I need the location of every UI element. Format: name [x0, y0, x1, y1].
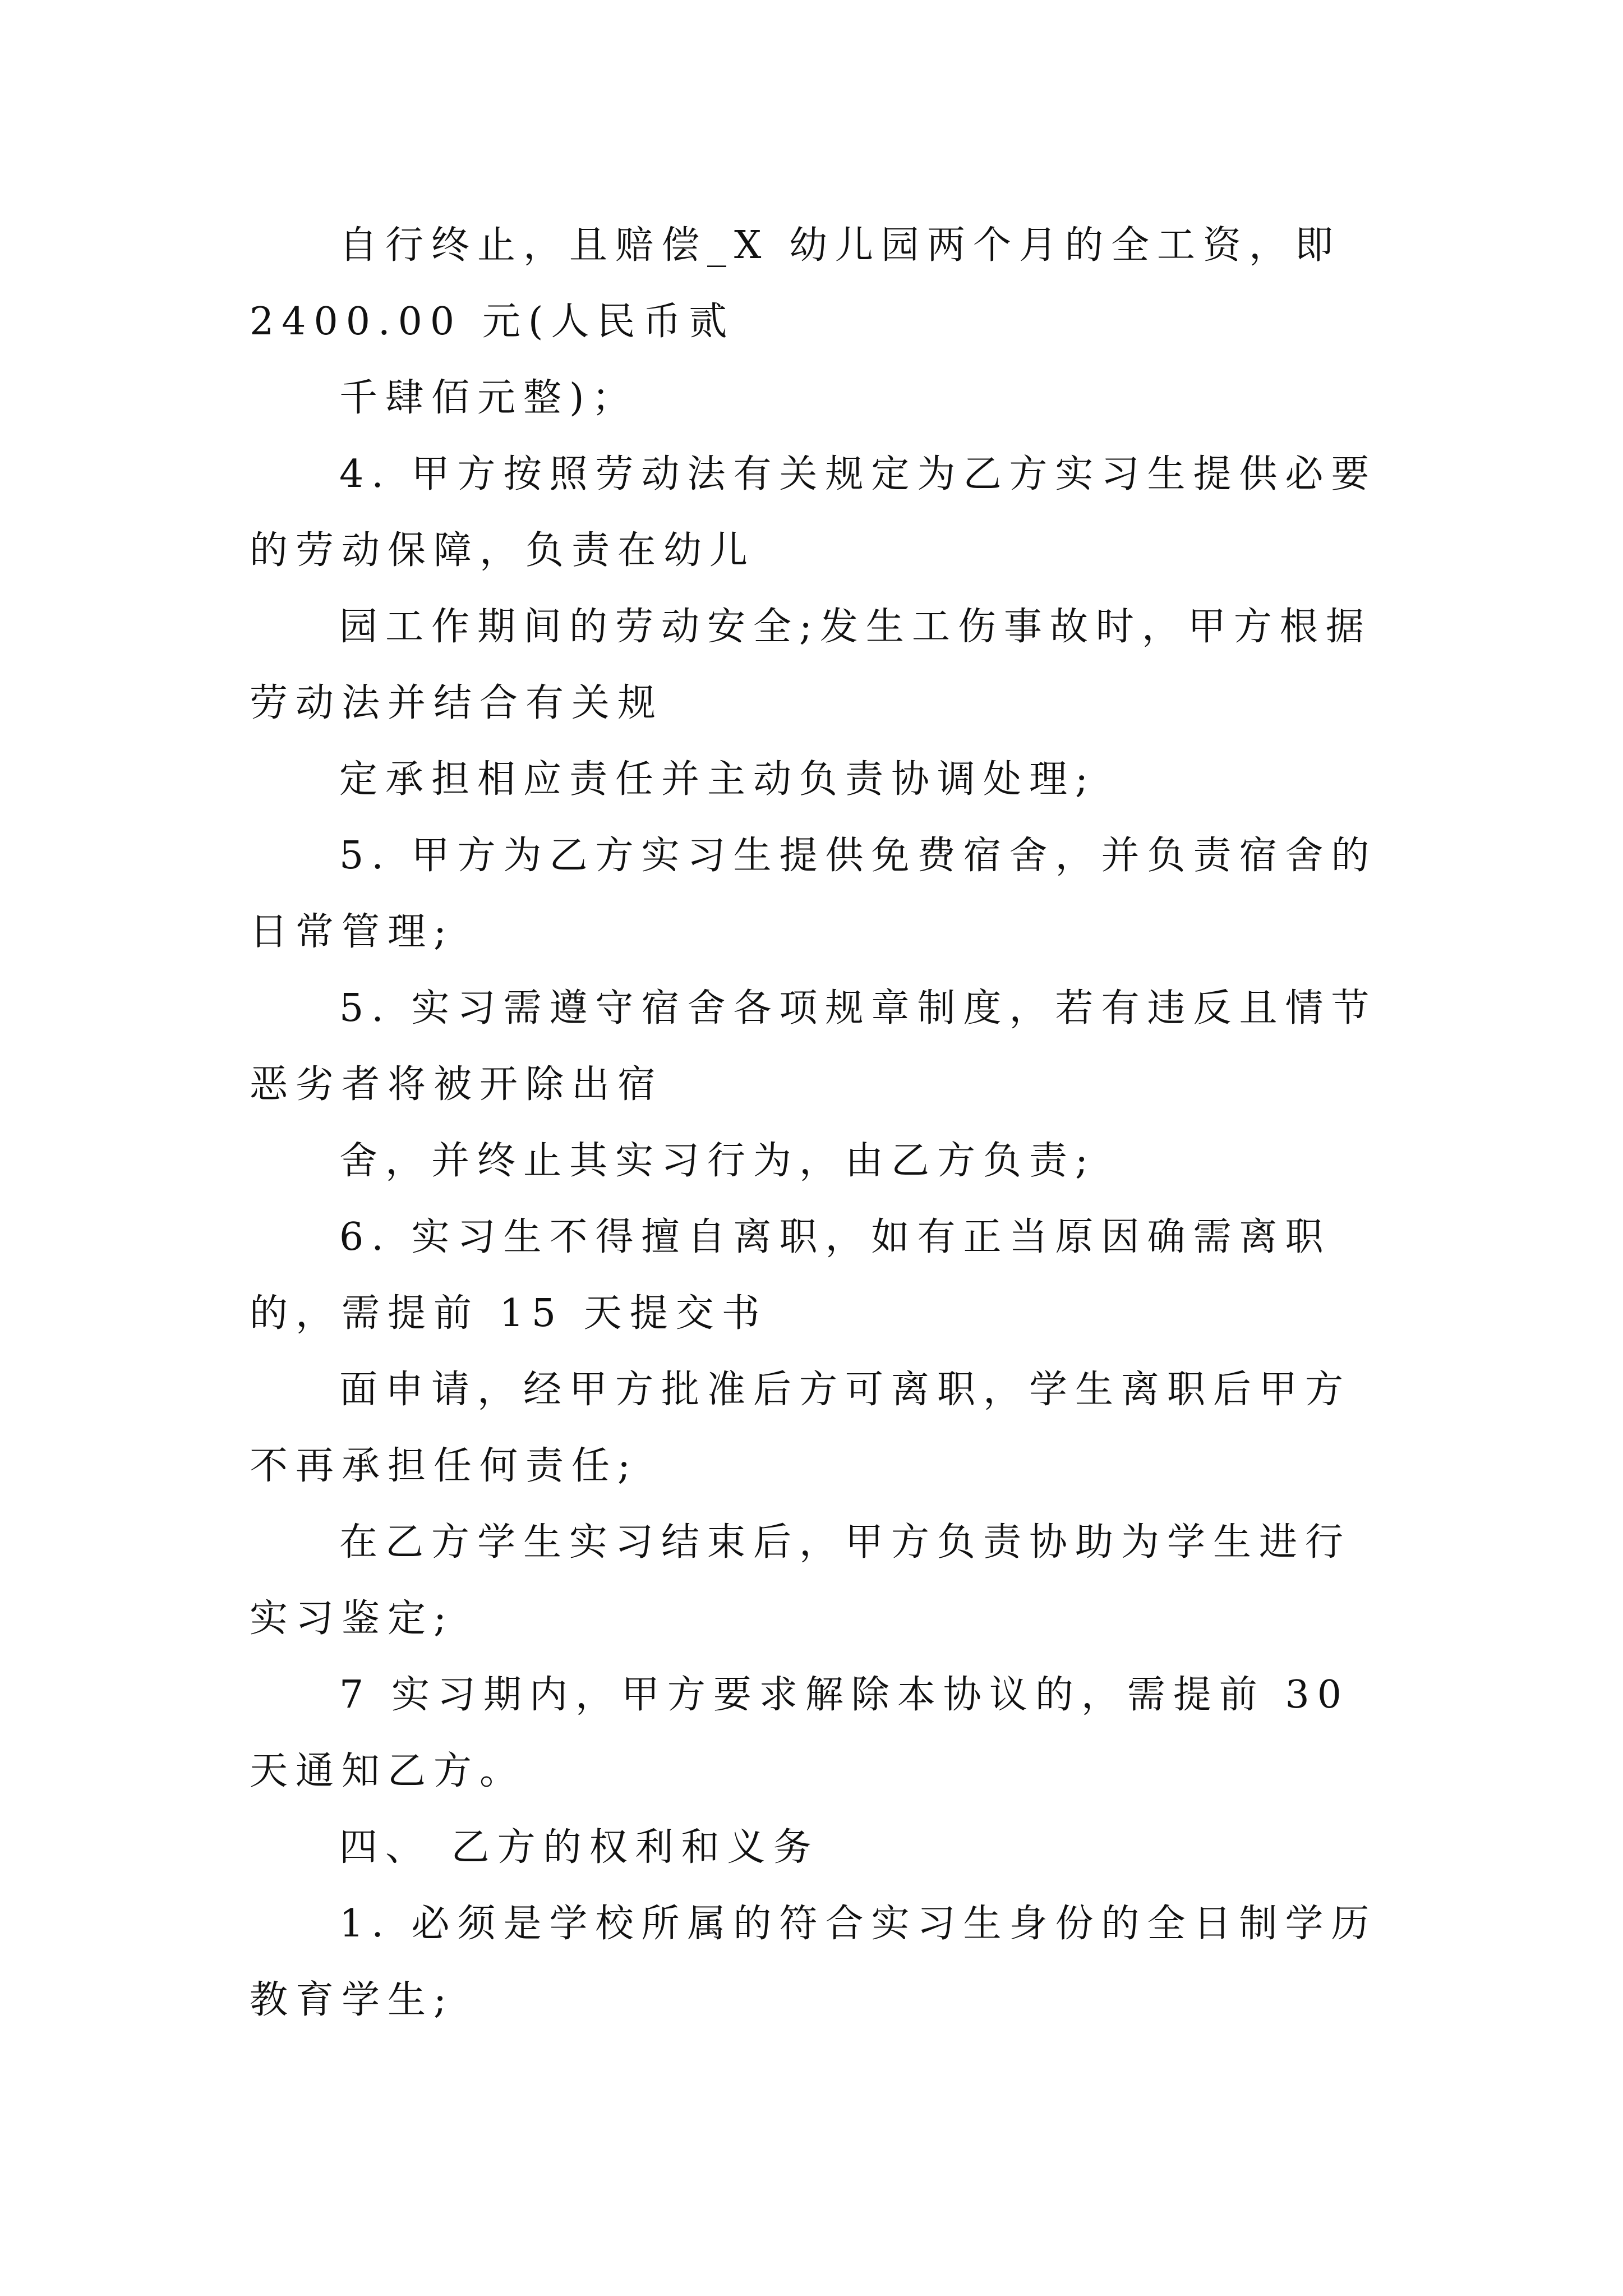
paragraph: 6. 实习生不得擅自离职，如有正当原因确需离职的，需提前 15 天提交书: [250, 1215, 1331, 1336]
paragraph: 1. 必须是学校所属的符合实习生身份的全日制学历教育学生;: [250, 1902, 1377, 2022]
paragraph: 5. 实习需遵守宿舍各项规章制度，若有违反且情节恶劣者将被开除出宿: [250, 986, 1377, 1107]
paragraph: 千肆佰元整)；: [339, 376, 638, 420]
paragraph: 定承担相应责任并主动负责协调处理;: [339, 757, 1096, 802]
paragraph: 5. 甲方为乙方实习生提供免费宿舍，并负责宿舍的日常管理;: [250, 834, 1377, 954]
paragraph: 7 实习期内，甲方要求解除本协议的，需提前 30 天通知乙方。: [250, 1673, 1350, 1793]
paragraph: 在乙方学生实习结束后，甲方负责协助为学生进行实习鉴定;: [250, 1520, 1352, 1641]
paragraph: 自行终止，且赔偿_X 幼儿园两个月的全工资，即 2400.00 元(人民币贰: [250, 223, 1341, 344]
paragraph: 舍，并终止其实习行为，由乙方负责;: [339, 1139, 1096, 1183]
paragraph: 面申请，经甲方批准后方可离职，学生离职后甲方不再承担任何责任;: [250, 1368, 1352, 1488]
section-heading: 四、 乙方的权利和义务: [339, 1825, 819, 1870]
paragraph: 园工作期间的劳动安全;发生工伤事故时，甲方根据劳动法并结合有关规: [250, 605, 1372, 725]
paragraph: 4. 甲方按照劳动法有关规定为乙方实习生提供必要的劳动保障，负责在幼儿: [250, 452, 1377, 573]
document-body: [250, 208, 1385, 2039]
